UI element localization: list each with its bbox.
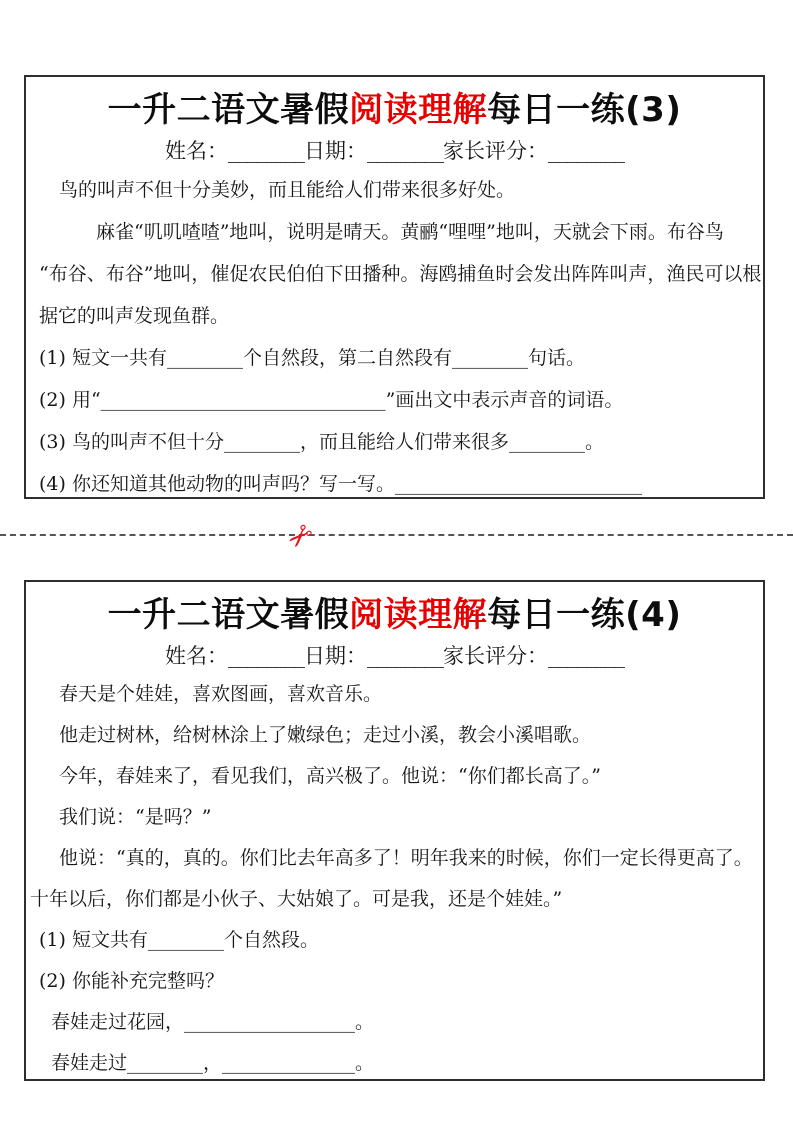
- passage-line: 他说：“真的，真的。你们比去年高多了！明年我来的时候，你们一定长得更高了。: [59, 847, 753, 869]
- title-post: 每日一练(4): [487, 595, 682, 635]
- worksheet-card-4: [24, 580, 765, 1081]
- date-blank: ________: [367, 644, 443, 668]
- passage-line: 麻雀“叽叽喳喳”地叫，说明是晴天。黄鹂“哩哩”地叫，天就会下雨。布谷鸟: [96, 221, 724, 243]
- passage-line: 据它的叫声发现鱼群。: [39, 305, 230, 327]
- score-label: 家长评分：: [443, 139, 548, 163]
- title-highlight: 阅读理解: [349, 90, 488, 130]
- question-line: (3) 鸟的叫声不但十分________，而且能给人们带来很多________。: [39, 431, 604, 453]
- question-line: (1) 短文一共有________个自然段，第二自然段有________句话。: [39, 347, 585, 369]
- title-post: 每日一练(3): [487, 90, 682, 130]
- score-blank: ________: [548, 644, 624, 668]
- passage-line: 十年以后，你们都是小伙子、大姑娘了。可是我，还是个娃娃。”: [30, 888, 563, 910]
- passage-line: 鸟的叫声不但十分美妙，而且能给人们带来很多好处。: [59, 179, 516, 201]
- name-label: 姓名：: [165, 644, 228, 668]
- passage-line: “布谷、布谷”地叫，催促农民伯伯下田播种。海鸥捕鱼时会发出阵阵叫声，渔民可以根: [39, 263, 762, 285]
- student-info-row: [26, 638, 763, 674]
- title-pre: 一升二语文暑假: [107, 90, 350, 130]
- worksheet-title: [26, 592, 763, 638]
- score-label: 家长评分：: [443, 644, 548, 668]
- name-blank: ________: [228, 139, 304, 163]
- worksheet-card-3: [24, 75, 765, 499]
- question-line: (1) 短文共有________个自然段。: [39, 929, 319, 951]
- passage-line: 他走过树林，给树林涂上了嫩绿色；走过小溪，教会小溪唱歌。: [59, 724, 592, 746]
- fill-line: 春娃走过花园，__________________。: [51, 1011, 375, 1033]
- question-line: (2) 用“______________________________”画出文中表示声音的词语。: [39, 389, 624, 411]
- title-highlight: 阅读理解: [349, 595, 488, 635]
- date-blank: ________: [367, 139, 443, 163]
- score-blank: ________: [548, 139, 624, 163]
- fill-line: 春娃走过________，______________。: [51, 1052, 375, 1074]
- date-label: 日期：: [304, 139, 367, 163]
- date-label: 日期：: [304, 644, 367, 668]
- name-blank: ________: [228, 644, 304, 668]
- name-label: 姓名：: [165, 139, 228, 163]
- passage-line: 春天是个娃娃，喜欢图画，喜欢音乐。: [59, 683, 383, 705]
- question-line: (2) 你能补充完整吗？: [39, 970, 224, 992]
- question-line: (4) 你还知道其他动物的叫声吗？写一写。__________________________: [39, 473, 642, 495]
- worksheet-title: [26, 87, 763, 133]
- passage-line: 今年，春娃来了，看见我们，高兴极了。他说：“你们都长高了。”: [59, 765, 601, 787]
- passage-line: 我们说：“是吗？”: [59, 806, 212, 828]
- scissors-icon: ✂: [277, 514, 321, 557]
- cut-line: [0, 514, 793, 557]
- title-pre: 一升二语文暑假: [107, 595, 350, 635]
- student-info-row: [26, 133, 763, 169]
